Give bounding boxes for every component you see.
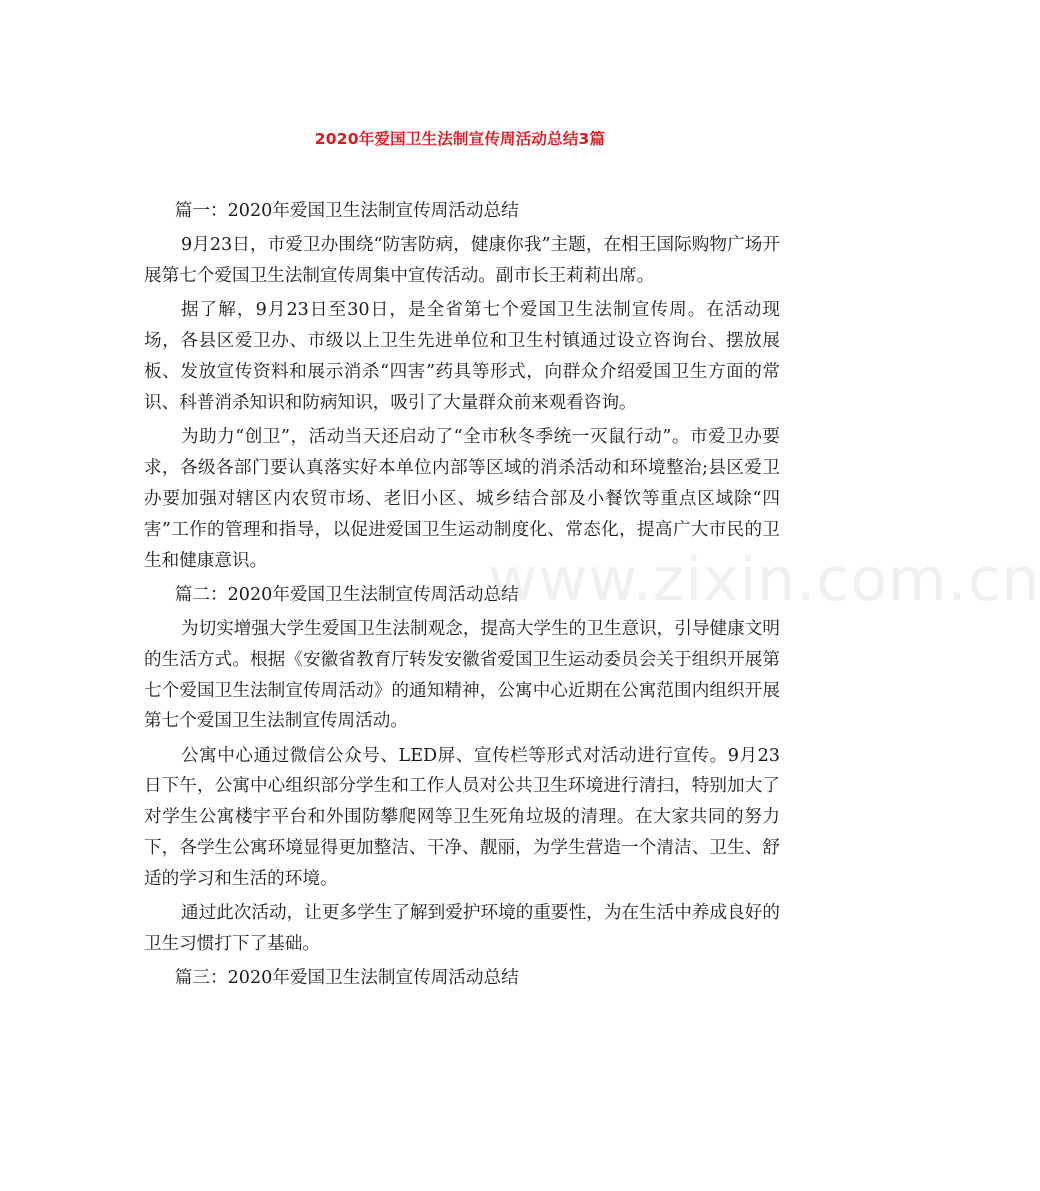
section-heading-1: 篇一：2020年爱国卫生法制宣传周活动总结	[174, 201, 519, 221]
section-heading-2: 篇二：2020年爱国卫生法制宣传周活动总结	[174, 584, 519, 605]
body-paragraph: 通过此次活动，让更多学生了解到爱护环境的重要性，为在生活中养成良好的卫生习惯打下了基础。	[144, 903, 780, 955]
document-title: 2020年爱国卫生法制宣传周活动总结3篇	[314, 130, 606, 148]
watermark: www.zixin.com.cn	[488, 545, 1040, 615]
document-body	[144, 196, 780, 997]
body-paragraph: 为切实增强大学生爱国卫生法制观念，提高大学生的卫生意识，引导健康文明的生活方式。根据《安徽省教育厅转发安徽省爱国卫生运动委员会关于组织开展第七个爱国卫生法制宣传周活动》的通知精神，公寓中心近期在公寓范围内组织开展第七个爱国卫生法制宣传周活动。	[144, 618, 780, 732]
section-heading-3: 篇三：2020年爱国卫生法制宣传周活动总结	[174, 968, 519, 989]
body-paragraph: 为助力“创卫”，活动当天还启动了“全市秋冬季统一灭鼠行动”。市爱卫办要求，各级各部门要认真落实好本单位内部等区域的消杀活动和环境整治;县区爱卫办要加强对辖区内农贸市场、老旧小区、城乡结合部及小餐饮等重点区域除“四害”工作的管理和指导，以促进爱国卫生运动制度化、常态化，提高广大市民的卫生和健康意识。	[144, 426, 780, 571]
body-paragraph: 公寓中心通过微信公众号、LED屏、宣传栏等形式对活动进行宣传。9月23日下午，公寓中心组织部分学生和工作人员对公共卫生环境进行清扫，特别加大了对学生公寓楼宇平台和外围防攀爬网等卫生死角垃圾的清理。在大家共同的努力下，各学生公寓环境显得更加整洁、干净、靓丽，为学生营造一个清洁、卫生、舒适的学习和生活的环境。	[144, 745, 780, 890]
body-paragraph: 9月23日，市爱卫办围绕“防害防病，健康你我”主题，在相王国际购物广场开展第七个爱国卫生法制宣传周集中宣传活动。副市长王莉莉出席。	[144, 235, 780, 286]
body-paragraph: 据了解，9月23日至30日，是全省第七个爱国卫生法制宣传周。在活动现场，各县区爱卫办、市级以上卫生先进单位和卫生村镇通过设立咨询台、摆放展板、发放宣传资料和展示消杀“四害”药具等形式，向群众介绍爱国卫生方面的常识、科普消杀知识和防病知识，吸引了大量群众前来观看咨询。	[144, 300, 780, 413]
